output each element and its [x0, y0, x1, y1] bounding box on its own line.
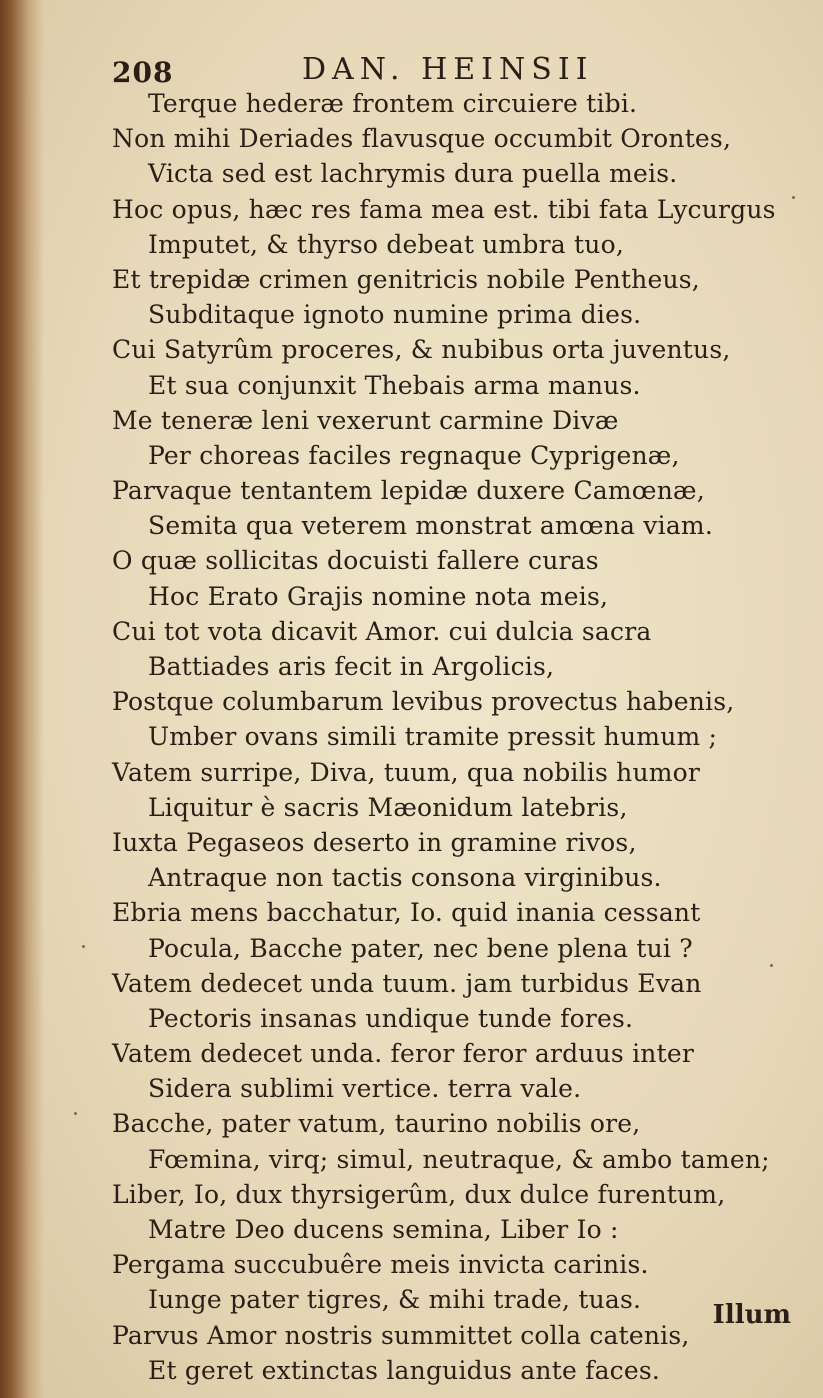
- verse-line: Pectoris insanas undique tunde fores.: [148, 1003, 634, 1033]
- verse-line: Vatem dedecet unda tuum. jam turbidus Evan: [112, 968, 702, 998]
- verse-line: Pergama succubuêre meis invicta carinis.: [112, 1250, 649, 1280]
- verse-line: Et geret extinctas languidus ante faces.: [148, 1355, 661, 1385]
- verse-line: Battiades aris fecit in Argolicis,: [148, 652, 555, 681]
- running-head: DAN. HEINSII: [302, 52, 594, 87]
- verse-line: Parvaque tentantem lepidæ duxere Camœnæ,: [112, 476, 705, 506]
- verse-line: Iuxta Pegaseos deserto in gramine rivos,: [112, 827, 637, 857]
- verse-line: Iunge pater tigres, & mihi trade, tuas.: [148, 1285, 642, 1315]
- verse-line: Matre Deo ducens semina, Liber Io :: [148, 1215, 619, 1244]
- verse-line: Liquitur è sacris Mæonidum latebris,: [148, 792, 628, 822]
- verse-line: Sidera sublimi vertice. terra vale.: [148, 1074, 582, 1104]
- ink-speck: [770, 964, 773, 967]
- verse-line: Semita qua veterem monstrat amœna viam.: [148, 511, 713, 541]
- verse-line: Umber ovans simili tramite pressit humum ;: [148, 722, 718, 752]
- verse-line: Pocula, Bacche pater, nec bene plena tui ?: [148, 933, 693, 963]
- verse-line: Victa sed est lachrymis dura puella meis.: [148, 159, 678, 189]
- verse-line: Antraque non tactis consona virginibus.: [148, 863, 662, 893]
- verse-line: Terque hederæ frontem circuiere tibi.: [148, 89, 638, 118]
- verse-line: Ebria mens bacchatur, Io. quid inania cessant: [112, 898, 701, 928]
- verse-line: Imputet, & thyrso debeat umbra tuo,: [148, 229, 624, 259]
- ink-speck: [792, 196, 795, 199]
- ink-speck: [74, 1112, 77, 1115]
- verse-line: Hoc Erato Grajis nomine nota meis,: [148, 581, 609, 611]
- verse-line: Liber, Io, dux thyrsigerûm, dux dulce furentum,: [112, 1179, 726, 1209]
- verse-line: Fœmina, virq; simul, neutraque, & ambo tamen;: [148, 1144, 770, 1174]
- verse-line: Et trepidæ crimen genitricis nobile Pentheus,: [112, 264, 700, 294]
- verse-line: O quæ sollicitas docuisti fallere curas: [112, 546, 599, 576]
- verse-line: Hoc opus, hæc res fama mea est. tibi fata Lycurgus: [112, 194, 776, 224]
- verse-line: Per choreas faciles regnaque Cyprigenæ,: [148, 440, 680, 470]
- verse-line: Bacche, pater vatum, taurino nobilis ore,: [112, 1109, 641, 1139]
- verse-line: Subditaque ignoto numine prima dies.: [148, 300, 642, 330]
- verse-line: Non mihi Deriades flavusque occumbit Orontes,: [112, 124, 732, 154]
- verse-block: [0, 86, 823, 1388]
- verse-line: Vatem dedecet unda. feror feror arduus inter: [112, 1039, 694, 1069]
- verse-line: Me teneræ leni vexerunt carmine Divæ: [112, 405, 619, 435]
- verse-line: Et sua conjunxit Thebais arma manus.: [148, 370, 641, 400]
- verse-line: Vatem surripe, Diva, tuum, qua nobilis humor: [112, 757, 701, 787]
- verse-line: Cui Satyrûm proceres, & nubibus orta juventus,: [112, 335, 731, 365]
- verse-line: Parvus Amor nostris summittet colla catenis,: [112, 1320, 690, 1350]
- page-header: [112, 50, 752, 90]
- verse-line: Postque columbarum levibus provectus habenis,: [112, 687, 735, 717]
- page-number: 208: [112, 56, 174, 89]
- catchword: Illum: [712, 1300, 791, 1330]
- verse-line: Cui tot vota dicavit Amor. cui dulcia sacra: [112, 616, 652, 646]
- ink-speck: [82, 945, 85, 948]
